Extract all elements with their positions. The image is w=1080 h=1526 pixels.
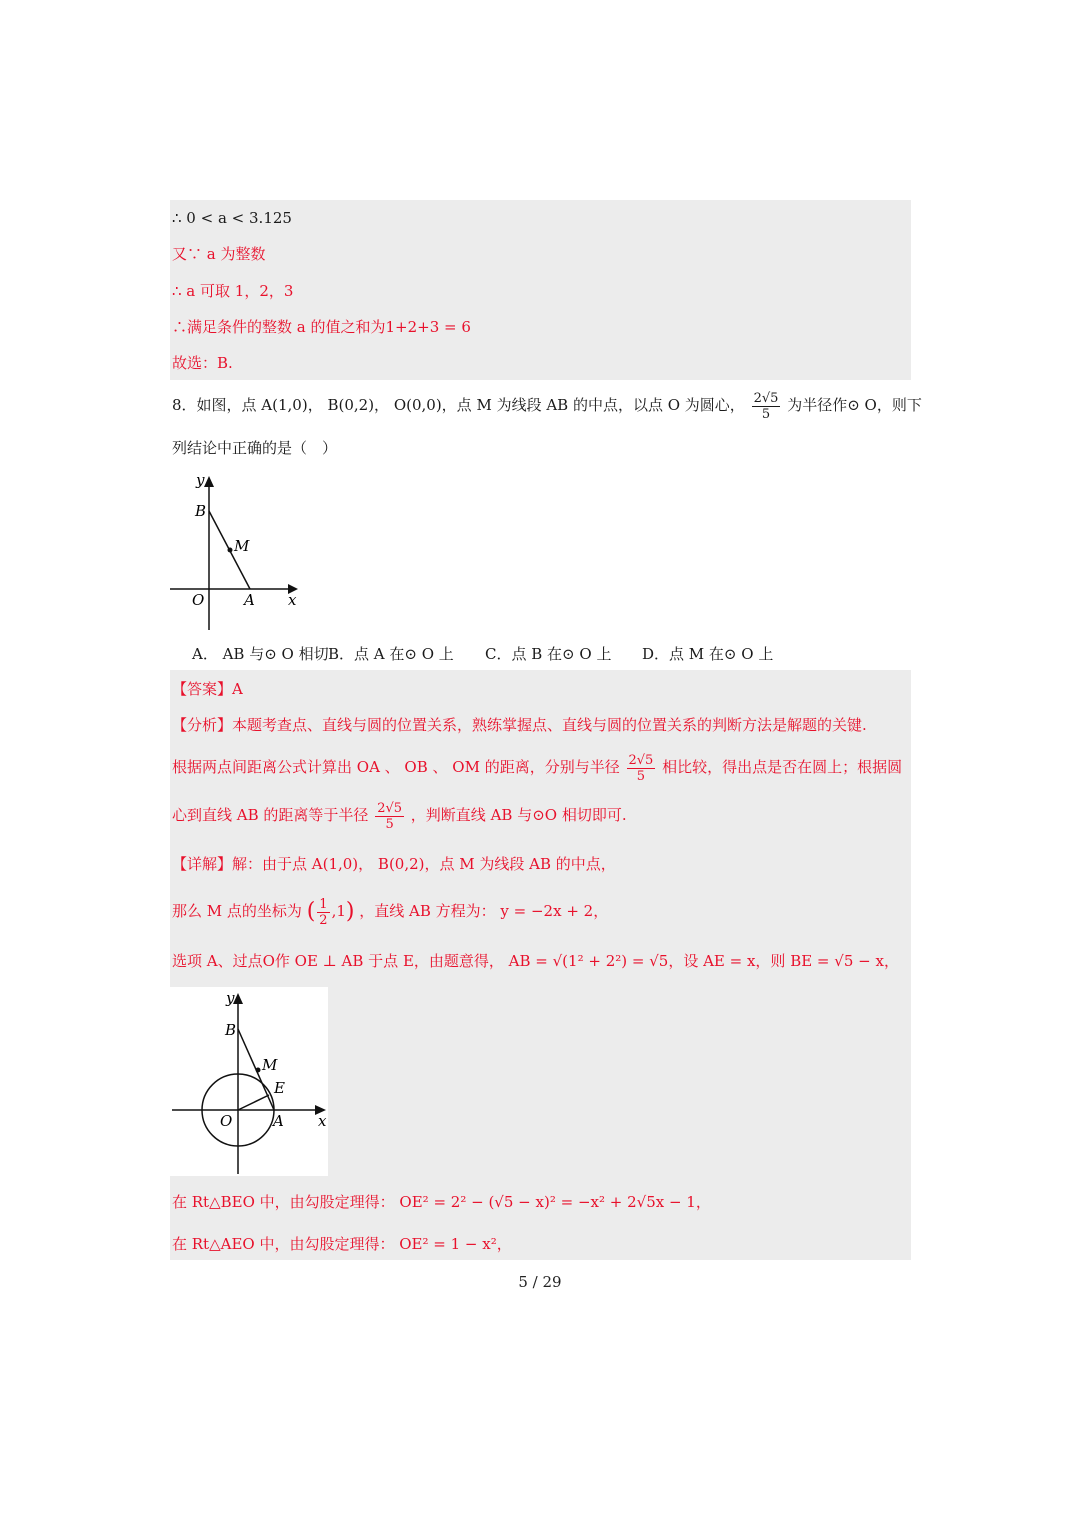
solution-line-2: 又∵ a 为整数 bbox=[172, 245, 266, 263]
label-e: E bbox=[274, 1079, 285, 1097]
detail-line-4: 在 Rt△BEO 中，由勾股定理得： OE² = 2² − (√5 − x)² = −x² + 2√5x − 1， bbox=[172, 1193, 711, 1211]
analysis-fraction-2 bbox=[375, 801, 404, 832]
figure-2 bbox=[170, 987, 328, 1176]
analysis-line-1: 【分析】本题考查点、直线与圆的位置关系，熟练掌握点、直线与圆的位置关系的判断方法是解题的关键. bbox=[172, 716, 867, 734]
label-o: O bbox=[220, 1112, 233, 1130]
m-coord-num: 1 bbox=[319, 896, 328, 912]
m-coord-y: ,1 bbox=[331, 902, 346, 920]
solution-line-5: 故选：B. bbox=[172, 354, 233, 372]
option-d: D．点 M 在⊙ O 上 bbox=[642, 645, 774, 663]
label-m: M bbox=[262, 1056, 278, 1074]
answer-line: 【答案】A bbox=[172, 680, 243, 698]
y-axis-arrow bbox=[204, 476, 214, 487]
label-o: O bbox=[192, 591, 205, 609]
paren-left: ( bbox=[306, 899, 316, 924]
analysis-fraction-2-den: 5 bbox=[385, 816, 394, 832]
m-coord-den: 2 bbox=[319, 912, 328, 928]
option-b: B．点 A 在⊙ O 上 bbox=[328, 645, 454, 663]
label-a: A bbox=[273, 1112, 284, 1130]
label-x: x bbox=[288, 591, 297, 609]
label-b: B bbox=[195, 502, 207, 520]
solution-line-1: ∴ 0 < a < 3.125 bbox=[172, 209, 292, 227]
analysis-line-2-post: 相比较，得出点是否在圆上；根据圆 bbox=[662, 758, 903, 776]
figure-1 bbox=[168, 470, 308, 635]
detail-line-2-post: ，直线 AB 方程为： y = −2x + 2， bbox=[359, 902, 609, 920]
label-m: M bbox=[234, 537, 250, 555]
analysis-fraction-2-num: 2√5 bbox=[377, 800, 403, 816]
label-x: x bbox=[318, 1112, 327, 1130]
radius-fraction bbox=[752, 391, 781, 422]
solution-line-3: ∴ a 可取 1，2，3 bbox=[172, 282, 294, 300]
analysis-fraction-1-den: 5 bbox=[636, 768, 646, 784]
question-line-2: 列结论中正确的是（ ） bbox=[172, 439, 338, 457]
segment-oe bbox=[238, 1095, 269, 1110]
analysis-line-2 bbox=[172, 748, 902, 786]
page-number: 5 / 29 bbox=[518, 1273, 562, 1291]
label-b: B bbox=[225, 1021, 237, 1039]
analysis-line-2-pre: 根据两点间距离公式计算出 OA 、 OB 、 OM 的距离，分别与半径 bbox=[172, 758, 620, 776]
analysis-line-3-pre: 心到直线 AB 的距离等于半径 bbox=[172, 806, 369, 824]
detail-line-2-pre: 那么 M 点的坐标为 bbox=[172, 902, 302, 920]
detail-line-2 bbox=[172, 892, 608, 931]
label-a: A bbox=[244, 591, 255, 609]
m-coord-fraction bbox=[317, 897, 329, 928]
analysis-fraction-1-num: 2√5 bbox=[628, 752, 654, 768]
analysis-fraction-1 bbox=[627, 753, 656, 784]
point-m bbox=[228, 548, 233, 553]
label-y: y bbox=[226, 989, 235, 1007]
y-axis-arrow bbox=[233, 993, 243, 1004]
question-line-1 bbox=[172, 386, 922, 424]
detail-line-3: 选项 A、过点O作 OE ⊥ AB 于点 E，由题意得， AB = √(1² + 2²) = √5，设 AE = x，则 BE = √5 − x， bbox=[172, 952, 899, 970]
paren-right: ) bbox=[345, 899, 355, 924]
question-text-post: 为半径作⊙ O，则下 bbox=[787, 396, 922, 414]
question-text-pre: 8．如图，点 A(1,0)， B(0,2)， O(0,0)，点 M 为线段 AB 的中点，以点 O 为圆心， bbox=[172, 396, 745, 414]
option-a: A． AB 与⊙ O 相切 bbox=[192, 645, 329, 663]
point-m bbox=[256, 1068, 261, 1073]
radius-numerator: 2√5 bbox=[753, 390, 779, 406]
analysis-line-3-post: ，判断直线 AB 与⊙O 相切即可. bbox=[410, 806, 627, 824]
detail-line-5: 在 Rt△AEO 中，由勾股定理得： OE² = 1 − x²， bbox=[172, 1235, 512, 1253]
solution-line-4: ∴满足条件的整数 a 的值之和为1+2+3 = 6 bbox=[172, 318, 471, 336]
analysis-line-3 bbox=[172, 796, 627, 834]
detail-line-1: 【详解】解：由于点 A(1,0)， B(0,2)，点 M 为线段 AB 的中点， bbox=[172, 855, 616, 873]
radius-denominator: 5 bbox=[761, 406, 771, 422]
option-c: C．点 B 在⊙ O 上 bbox=[485, 645, 612, 663]
label-y: y bbox=[196, 471, 205, 489]
